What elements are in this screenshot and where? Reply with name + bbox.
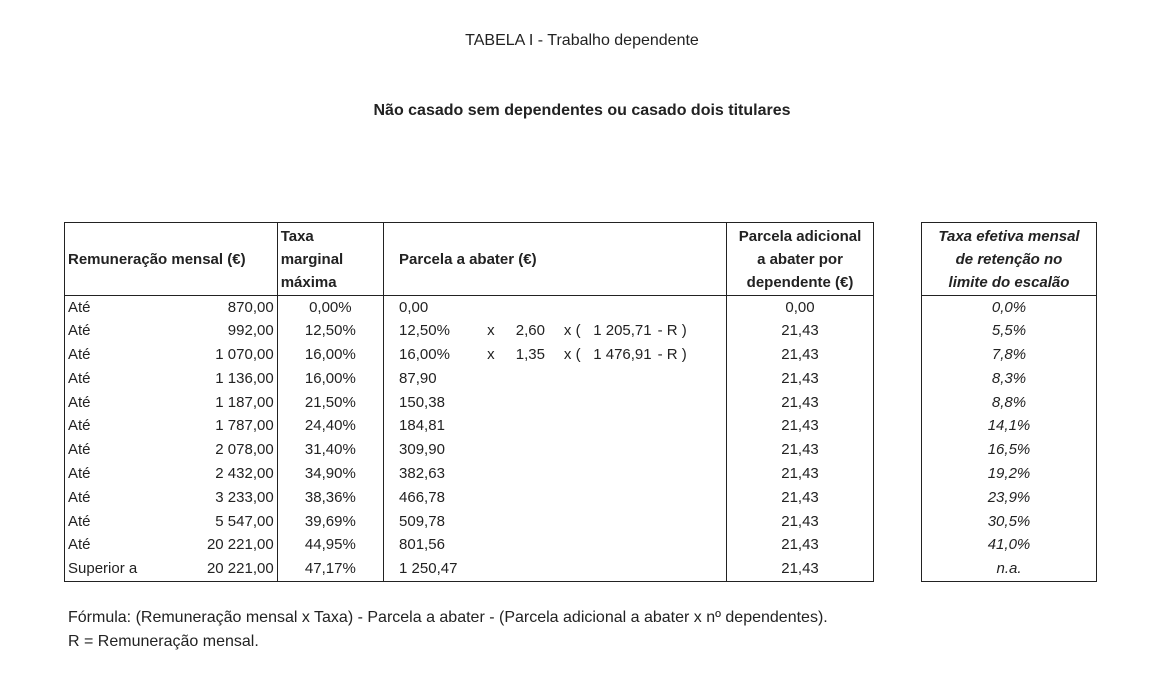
cell-formula-open xyxy=(561,391,584,415)
cell-parcela: 466,78 xyxy=(399,488,445,506)
cell-taxa: 16,00% xyxy=(277,343,383,367)
effective-row xyxy=(922,343,1097,367)
cell-limit: 1 136,00 xyxy=(148,367,278,391)
cell-formula-open xyxy=(561,367,584,391)
cell-taxa: 47,17% xyxy=(277,557,383,581)
cell-limit: 1 070,00 xyxy=(148,343,278,367)
cell-parcela: 87,90 xyxy=(399,369,437,387)
effective-row xyxy=(922,533,1097,557)
cell-adicional: 0,00 xyxy=(785,298,815,316)
cell-formula-close xyxy=(655,414,727,438)
tax-table-body xyxy=(65,296,874,582)
header-parcela: Parcela a abater (€) xyxy=(384,223,727,296)
cell-formula-open xyxy=(561,296,584,320)
cell-parcela: 16,00% xyxy=(399,345,450,363)
header-taxa-efetiva xyxy=(922,223,1097,296)
tax-table xyxy=(64,222,874,582)
cell-limit: 1 787,00 xyxy=(148,414,278,438)
header-adicional-line2: a abater por xyxy=(757,250,843,268)
cell-label: Até xyxy=(68,488,91,506)
cell-limit: 870,00 xyxy=(148,296,278,320)
cell-formula-x xyxy=(482,557,500,581)
cell-parcela: 150,38 xyxy=(399,393,445,411)
effective-row xyxy=(922,367,1097,391)
cell-taxa: 39,69% xyxy=(277,510,383,534)
cell-taxa: 12,50% xyxy=(277,319,383,343)
effective-row xyxy=(922,391,1097,415)
cell-adicional: 21,43 xyxy=(781,417,819,435)
cell-formula-close xyxy=(655,510,727,534)
cell-formula-x: x xyxy=(487,322,495,340)
cell-formula-close xyxy=(655,486,727,510)
cell-formula-x xyxy=(482,367,500,391)
cell-formula-close xyxy=(655,462,727,486)
cell-taxa-efetiva: n.a. xyxy=(996,559,1022,577)
cell-adicional: 21,43 xyxy=(781,322,819,340)
cell-formula-value xyxy=(584,533,655,557)
cell-adicional: 21,43 xyxy=(781,369,819,387)
cell-formula-close xyxy=(655,557,727,581)
cell-adicional: 21,43 xyxy=(781,488,819,506)
cell-taxa-efetiva: 7,8% xyxy=(991,345,1027,363)
page-subtitle: Não casado sem dependentes ou casado dois titulares xyxy=(373,102,791,119)
cell-formula-open xyxy=(561,533,584,557)
table-row xyxy=(65,319,874,343)
effective-rate-table xyxy=(921,222,1097,582)
cell-formula-x xyxy=(482,510,500,534)
cell-adicional: 21,43 xyxy=(781,559,819,577)
cell-taxa: 34,90% xyxy=(277,462,383,486)
effective-row xyxy=(922,510,1097,534)
cell-adicional: 21,43 xyxy=(781,464,819,482)
cell-formula-close xyxy=(655,367,727,391)
cell-formula-open: x ( xyxy=(563,345,581,363)
cell-formula-close xyxy=(655,533,727,557)
cell-label: Até xyxy=(68,369,91,387)
cell-limit: 20 221,00 xyxy=(148,557,278,581)
cell-taxa-efetiva: 23,9% xyxy=(987,488,1031,506)
header-remuneracao: Remuneração mensal (€) xyxy=(65,223,278,296)
cell-formula-value xyxy=(584,391,655,415)
cell-formula-value xyxy=(584,462,655,486)
cell-taxa-efetiva: 19,2% xyxy=(987,464,1031,482)
header-efetiva-line3: limite do escalão xyxy=(948,273,1070,291)
cell-taxa-efetiva: 0,0% xyxy=(991,298,1027,316)
table-header-row xyxy=(65,223,874,296)
cell-formula-x: x xyxy=(487,345,495,363)
header-taxa-line1: Taxa xyxy=(280,227,314,245)
cell-formula-factor xyxy=(500,438,561,462)
cell-formula-factor xyxy=(500,367,561,391)
table-row xyxy=(65,343,874,367)
cell-formula-close xyxy=(655,391,727,415)
cell-limit: 1 187,00 xyxy=(148,391,278,415)
effective-table-body xyxy=(922,296,1097,582)
cell-formula-value xyxy=(584,367,655,391)
cell-limit: 5 547,00 xyxy=(148,510,278,534)
cell-adicional: 21,43 xyxy=(781,536,819,554)
cell-taxa: 38,36% xyxy=(277,486,383,510)
cell-formula-value xyxy=(584,486,655,510)
cell-limit: 2 078,00 xyxy=(148,438,278,462)
header-adicional-line3: dependente (€) xyxy=(746,273,854,291)
cell-taxa-efetiva: 8,3% xyxy=(991,369,1027,387)
cell-label: Até xyxy=(68,298,91,316)
cell-limit: 2 432,00 xyxy=(148,462,278,486)
cell-formula-open: x ( xyxy=(563,322,581,340)
cell-label: Até xyxy=(68,417,91,435)
cell-formula-factor xyxy=(500,462,561,486)
table-row xyxy=(65,391,874,415)
table-row xyxy=(65,510,874,534)
cell-label: Até xyxy=(68,441,91,459)
effective-row xyxy=(922,438,1097,462)
cell-taxa: 16,00% xyxy=(277,367,383,391)
effective-row xyxy=(922,319,1097,343)
formula-note: Fórmula: (Remuneração mensal x Taxa) - Parcela a abater - (Parcela adicional a abater x nº dependentes). xyxy=(68,609,828,626)
footer-notes xyxy=(68,606,828,654)
cell-formula-x xyxy=(482,438,500,462)
cell-limit: 992,00 xyxy=(148,319,278,343)
cell-parcela: 1 250,47 xyxy=(399,559,458,577)
cell-formula-factor xyxy=(500,486,561,510)
cell-parcela: 309,90 xyxy=(399,441,445,459)
cell-label: Até xyxy=(68,512,91,530)
cell-formula-open xyxy=(561,510,584,534)
cell-parcela: 382,63 xyxy=(399,464,445,482)
effective-header-row xyxy=(922,223,1097,296)
cell-formula-open xyxy=(561,557,584,581)
effective-row xyxy=(922,462,1097,486)
cell-formula-open xyxy=(561,486,584,510)
cell-taxa: 21,50% xyxy=(277,391,383,415)
cell-adicional: 21,43 xyxy=(781,441,819,459)
cell-formula-factor: 2,60 xyxy=(515,322,545,340)
cell-formula-close: - R ) xyxy=(655,343,727,367)
cell-formula-value xyxy=(584,296,655,320)
cell-adicional: 21,43 xyxy=(781,512,819,530)
cell-taxa: 31,40% xyxy=(277,438,383,462)
header-taxa-line2: marginal xyxy=(280,250,344,268)
cell-formula-factor: 1,35 xyxy=(515,345,545,363)
effective-row xyxy=(922,414,1097,438)
cell-label: Até xyxy=(68,345,91,363)
cell-formula-factor xyxy=(500,557,561,581)
effective-row xyxy=(922,486,1097,510)
cell-formula-open xyxy=(561,438,584,462)
cell-adicional: 21,43 xyxy=(781,345,819,363)
cell-parcela: 12,50% xyxy=(399,322,450,340)
table-row xyxy=(65,438,874,462)
header-parcela-adicional xyxy=(727,223,874,296)
cell-formula-x xyxy=(482,414,500,438)
cell-formula-value: 1 476,91 xyxy=(593,345,652,363)
cell-formula-value xyxy=(584,438,655,462)
r-definition-note: R = Remuneração mensal. xyxy=(68,633,259,650)
cell-taxa: 44,95% xyxy=(277,533,383,557)
cell-parcela: 0,00 xyxy=(399,298,429,316)
cell-formula-close xyxy=(655,296,727,320)
cell-taxa-efetiva: 41,0% xyxy=(987,536,1031,554)
table-row xyxy=(65,462,874,486)
cell-parcela: 184,81 xyxy=(399,417,445,435)
cell-label: Até xyxy=(68,464,91,482)
cell-label: Até xyxy=(68,393,91,411)
cell-formula-x xyxy=(482,462,500,486)
cell-formula-x xyxy=(482,486,500,510)
cell-limit: 3 233,00 xyxy=(148,486,278,510)
header-efetiva-line2: de retenção no xyxy=(955,250,1063,268)
cell-taxa: 24,40% xyxy=(277,414,383,438)
page-title: TABELA I - Trabalho dependente xyxy=(465,32,699,49)
header-taxa-line3: máxima xyxy=(280,273,337,291)
header-efetiva-line1: Taxa efetiva mensal xyxy=(938,227,1080,245)
table-row xyxy=(65,296,874,320)
table-row xyxy=(65,414,874,438)
table-row xyxy=(65,367,874,391)
cell-taxa-efetiva: 5,5% xyxy=(991,322,1027,340)
table-row xyxy=(65,486,874,510)
cell-formula-factor xyxy=(500,533,561,557)
cell-formula-close xyxy=(655,438,727,462)
cell-label: Até xyxy=(68,322,91,340)
cell-formula-factor xyxy=(500,391,561,415)
cell-taxa-efetiva: 30,5% xyxy=(987,512,1031,530)
header-adicional-line1: Parcela adicional xyxy=(738,227,862,245)
cell-formula-open xyxy=(561,414,584,438)
cell-formula-factor xyxy=(500,414,561,438)
cell-formula-value xyxy=(584,510,655,534)
cell-formula-value: 1 205,71 xyxy=(593,322,652,340)
cell-formula-factor xyxy=(500,296,561,320)
cell-parcela: 509,78 xyxy=(399,512,445,530)
cell-taxa-efetiva: 14,1% xyxy=(987,417,1031,435)
cell-formula-x xyxy=(482,296,500,320)
header-taxa-marginal xyxy=(277,223,383,296)
cell-label: Superior a xyxy=(68,559,138,577)
cell-adicional: 21,43 xyxy=(781,393,819,411)
effective-row xyxy=(922,296,1097,320)
cell-formula-factor xyxy=(500,510,561,534)
cell-taxa-efetiva: 8,8% xyxy=(991,393,1027,411)
cell-formula-open xyxy=(561,462,584,486)
table-row xyxy=(65,557,874,581)
cell-limit: 20 221,00 xyxy=(148,533,278,557)
cell-formula-x xyxy=(482,391,500,415)
cell-formula-x xyxy=(482,533,500,557)
cell-parcela: 801,56 xyxy=(399,536,445,554)
cell-taxa: 0,00% xyxy=(277,296,383,320)
cell-label: Até xyxy=(68,536,91,554)
cell-formula-close: - R ) xyxy=(655,319,727,343)
effective-row xyxy=(922,557,1097,581)
table-row xyxy=(65,533,874,557)
cell-formula-value xyxy=(584,557,655,581)
cell-formula-value xyxy=(584,414,655,438)
cell-taxa-efetiva: 16,5% xyxy=(987,441,1031,459)
